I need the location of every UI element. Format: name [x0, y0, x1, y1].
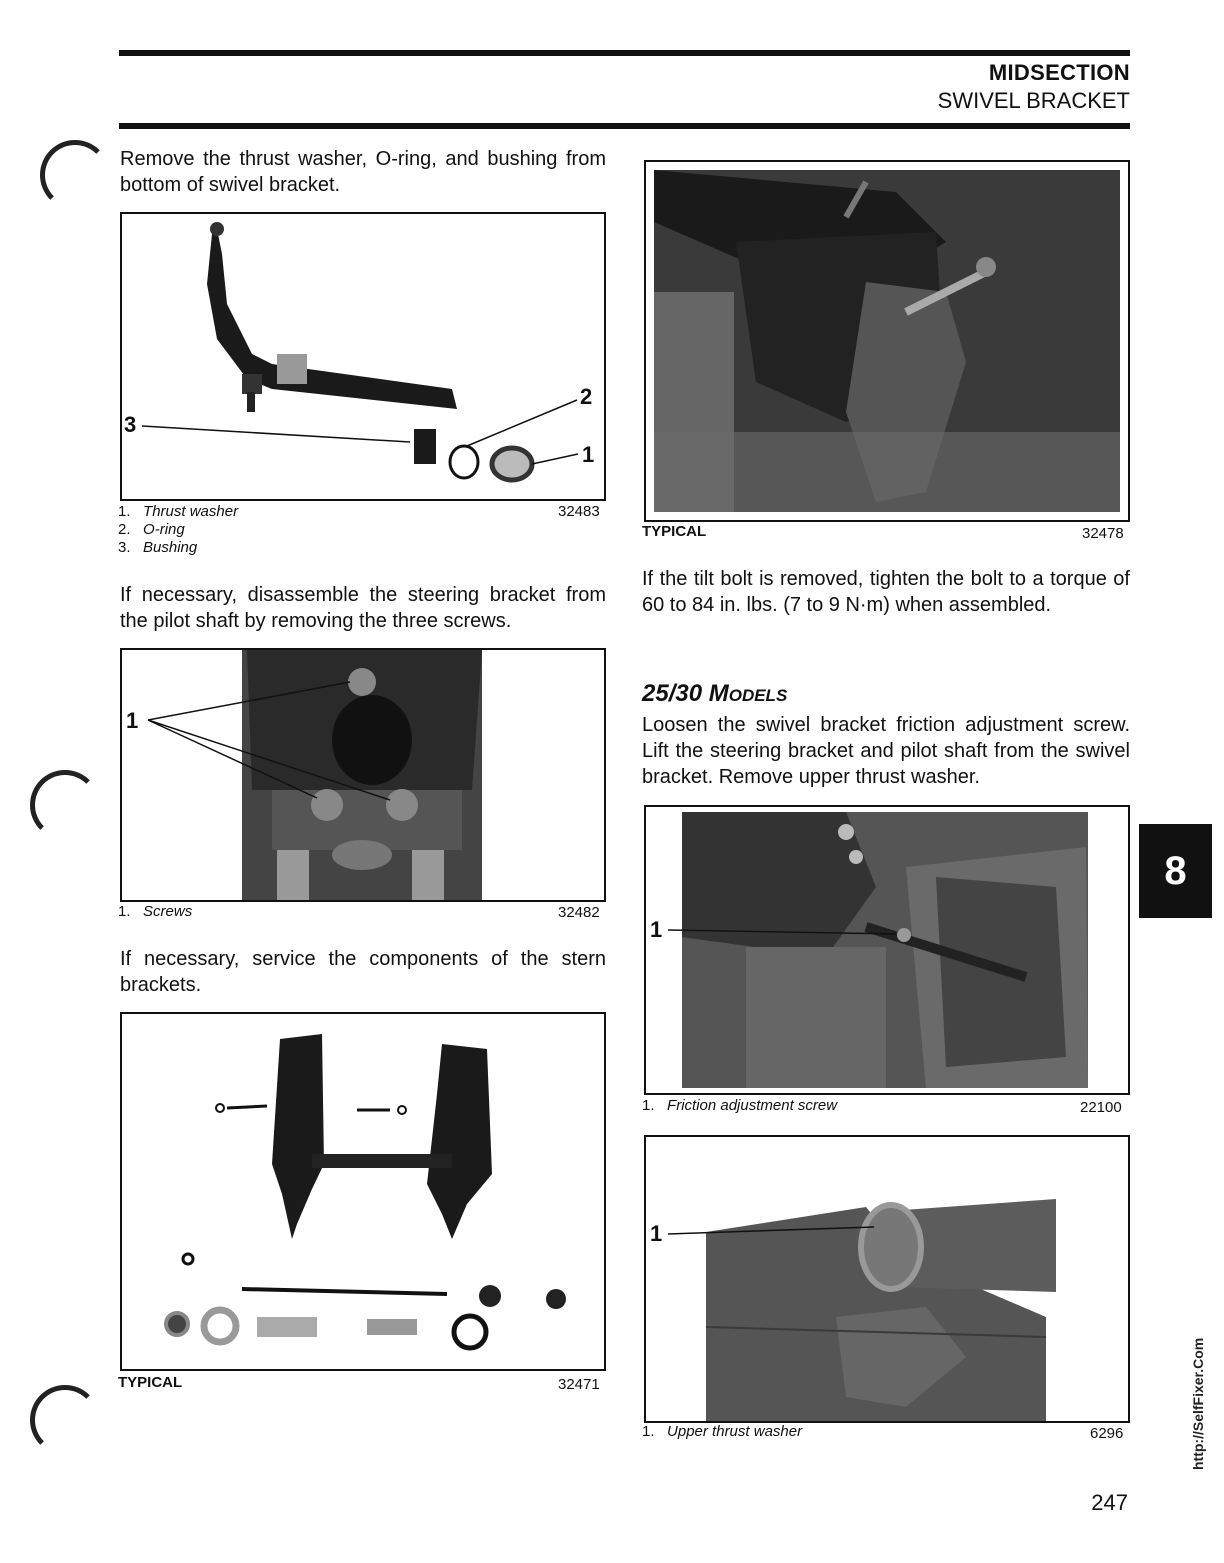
side-watermark-text: http://SelfFixer.Com	[1190, 1337, 1206, 1470]
pilot-shaft-illustration	[122, 214, 604, 499]
figure-thrust-washer-parts	[120, 212, 606, 501]
caption-friction-adjustment-screw: 1. Friction adjustment screw	[642, 1097, 838, 1114]
figure-upper-thrust-washer	[644, 1135, 1130, 1423]
figure-number-32471: 32471	[558, 1376, 600, 1393]
punch-hole-bottom	[30, 1385, 100, 1455]
upper-thrust-washer-photo	[646, 1137, 1128, 1421]
callout-1: 1	[650, 1221, 663, 1246]
subsection-title: SWIVEL BRACKET	[937, 88, 1130, 113]
stern-bracket-exploded-view	[122, 1014, 604, 1369]
callout-1: 1	[126, 708, 139, 733]
callout-3: 3	[124, 412, 137, 437]
figure-label-typical: TYPICAL	[642, 523, 707, 540]
steering-bracket-photo	[122, 650, 604, 900]
figure-steering-bracket-screws	[120, 648, 606, 902]
chapter-tab: 8	[1139, 824, 1212, 918]
tilt-bolt-photo	[646, 162, 1128, 520]
section-title: MIDSECTION	[988, 60, 1130, 85]
figure-number-32483: 32483	[558, 503, 600, 520]
callout-1: 1	[650, 917, 663, 942]
figure-number-32478: 32478	[1082, 525, 1124, 542]
paragraph-tilt-bolt-torque: If the tilt bolt is removed, tighten the bolt to a torque of 60 to 84 in. lbs. (7 to 9 N·m) when assembled.	[642, 568, 1130, 616]
caption-o-ring: 2. O-ring	[118, 521, 185, 538]
section-heading-25-30-models: 25/30 Models	[642, 680, 788, 707]
figure-stern-bracket-components	[120, 1012, 606, 1371]
paragraph-loosen-friction-screw: Loosen the swivel bracket friction adjustment screw. Lift the steering bracket and pilot shaft from the swivel bracket. Remove upper thrust washer.	[642, 714, 1130, 788]
punch-hole-top	[40, 140, 110, 210]
figure-number-32482: 32482	[558, 904, 600, 921]
caption-screws: 1. Screws	[118, 903, 193, 920]
page-number: 247	[1091, 1490, 1128, 1515]
callout-1: 1	[582, 442, 595, 467]
figure-friction-adjustment-screw	[644, 805, 1130, 1095]
caption-upper-thrust-washer: 1. Upper thrust washer	[642, 1423, 803, 1440]
header-bottom-rule	[119, 123, 1130, 129]
header-top-rule	[119, 50, 1130, 56]
callout-2: 2	[580, 384, 593, 409]
paragraph-stern-brackets: If necessary, service the components of the stern brackets.	[120, 948, 606, 996]
friction-screw-photo	[646, 807, 1128, 1093]
caption-bushing: 3. Bushing	[118, 539, 198, 556]
paragraph-disassemble-steering-bracket: If necessary, disassemble the steering bracket from the pilot shaft by removing the three screws.	[120, 584, 606, 632]
figure-tilt-bolt	[644, 160, 1130, 522]
caption-thrust-washer: 1. Thrust washer	[118, 503, 239, 520]
figure-label-typical: TYPICAL	[118, 1374, 183, 1391]
figure-number-22100: 22100	[1080, 1099, 1122, 1116]
figure-number-6296: 6296	[1090, 1425, 1124, 1442]
paragraph-remove-thrust-washer: Remove the thrust washer, O-ring, and bushing from bottom of swivel bracket.	[120, 148, 606, 196]
punch-hole-middle	[30, 770, 100, 840]
